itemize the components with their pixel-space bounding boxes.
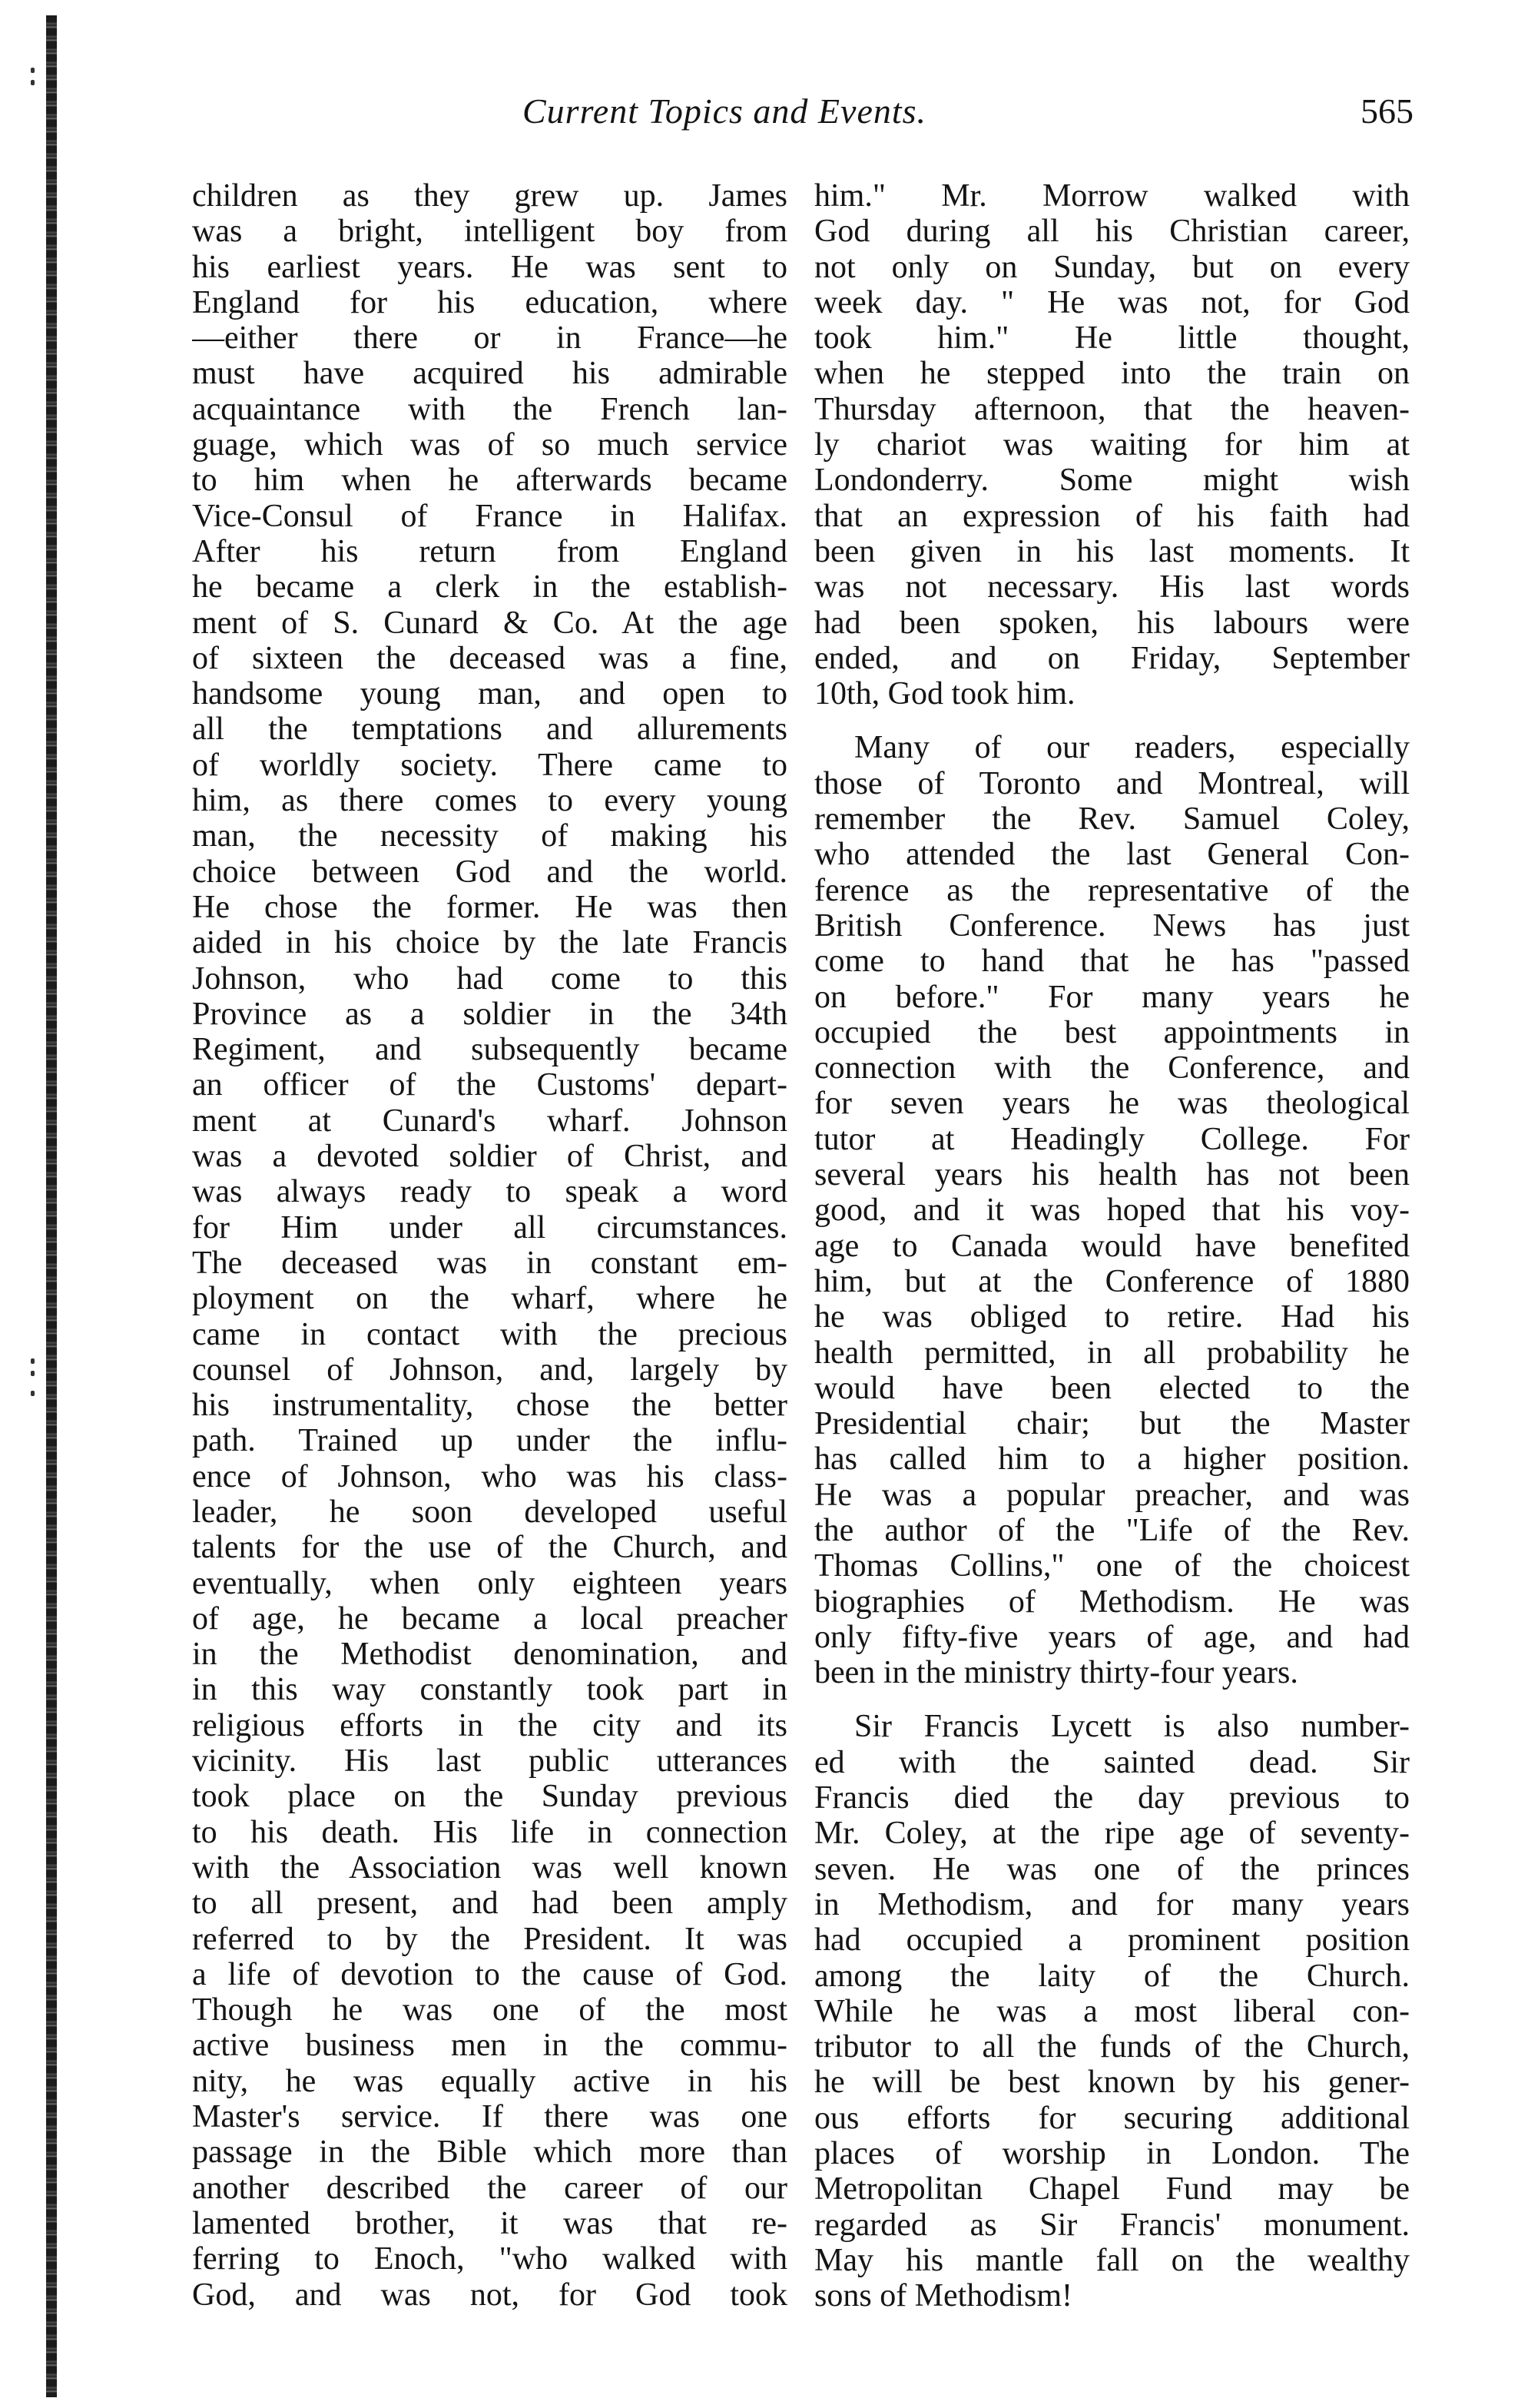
text-line: God during all his Christian career, <box>814 214 1410 250</box>
text-line: would have been elected to the <box>814 1370 1410 1406</box>
text-line: remember the Rev. Samuel Coley, <box>814 801 1410 837</box>
paragraph-gap <box>814 711 1410 730</box>
paragraph-gap <box>814 1690 1410 1709</box>
text-line: He was a popular preacher, and was <box>814 1477 1410 1513</box>
text-line: him, but at the Conference of 1880 <box>814 1263 1410 1299</box>
text-line: Though he was one of the most <box>192 1992 787 2028</box>
text-line: took him." He little thought, <box>814 320 1410 357</box>
text-line: aided in his choice by the late Francis <box>192 925 787 961</box>
text-line: ment of S. Cunard & Co. At the age <box>192 605 787 641</box>
text-line: those of Toronto and Montreal, will <box>814 765 1410 801</box>
text-line: referred to by the President. It was <box>192 1921 787 1957</box>
text-line: biographies of Methodism. He was <box>814 1584 1410 1620</box>
text-line: who attended the last General Con- <box>814 837 1410 873</box>
text-line: Sir Francis Lycett is also number- <box>854 1709 1410 1745</box>
text-line: ment at Cunard's wharf. Johnson <box>192 1103 787 1139</box>
text-line: for Him under all circumstances. <box>192 1209 787 1245</box>
text-line: Londonderry. Some might wish <box>814 463 1410 499</box>
text-line: talents for the use of the Church, and <box>192 1530 787 1566</box>
text-line: ference as the representative of the <box>814 872 1410 908</box>
text-line: was a bright, intelligent boy from <box>192 214 787 250</box>
page-header <box>192 91 1414 137</box>
text-line: he will be best known by his gener- <box>814 2065 1410 2101</box>
text-line: Francis died the day previous to <box>814 1780 1410 1816</box>
text-line: on before." For many years he <box>814 979 1410 1015</box>
text-line: eventually, when only eighteen years <box>192 1565 787 1601</box>
text-line: choice between God and the world. <box>192 854 787 890</box>
text-line: path. Trained up under the influ- <box>192 1423 787 1459</box>
text-line: connection with the Conference, and <box>814 1050 1410 1086</box>
text-line: when he stepped into the train on <box>814 356 1410 392</box>
text-line: tutor at Headingly College. For <box>814 1121 1410 1157</box>
text-line: places of worship in London. The <box>814 2136 1410 2172</box>
text-line: only fifty-five years of age, and had <box>814 1619 1410 1655</box>
text-line: 10th, God took him. <box>814 676 1076 712</box>
text-line: to his death. His life in connection <box>192 1814 787 1850</box>
text-line: was a devoted soldier of Christ, and <box>192 1139 787 1175</box>
text-line: health permitted, in all probability he <box>814 1335 1410 1371</box>
margin-speck <box>31 1391 35 1396</box>
text-line: handsome young man, and open to <box>192 676 787 712</box>
text-line: Many of our readers, especially <box>854 730 1410 766</box>
text-line: a life of devotion to the cause of God. <box>192 1956 787 1992</box>
text-line: After his return from England <box>192 533 787 569</box>
text-line: leader, he soon developed useful <box>192 1494 787 1530</box>
text-line: ly chariot was waiting for him at <box>814 427 1410 463</box>
text-line: his instrumentality, chose the better <box>192 1388 787 1424</box>
text-line: Presidential chair; but the Master <box>814 1406 1410 1442</box>
text-line: to all present, and had been amply <box>192 1886 787 1922</box>
text-line: England for his education, where <box>192 284 787 320</box>
running-title: Current Topics and Events. <box>522 91 927 131</box>
left-column <box>192 178 787 2313</box>
text-line: occupied the best appointments in <box>814 1014 1410 1050</box>
text-line: with the Association was well known <box>192 1849 787 1886</box>
text-line: While he was a most liberal con- <box>814 1993 1410 2029</box>
text-line: Johnson, who had come to this <box>192 960 787 997</box>
text-line: Vice-Consul of France in Halifax. <box>192 498 787 534</box>
text-line: him, as there comes to every young <box>192 783 787 819</box>
text-line: tributor to all the funds of the Church, <box>814 2029 1410 2065</box>
text-line: another described the career of our <box>192 2170 787 2206</box>
text-line: children as they grew up. James <box>192 178 787 214</box>
text-line: must have acquired his admirable <box>192 356 787 392</box>
text-line: ous efforts for securing additional <box>814 2100 1410 2136</box>
text-line: lamented brother, it was that re- <box>192 2205 787 2241</box>
text-line: ended, and on Friday, September <box>814 640 1410 676</box>
text-line: man, the necessity of making his <box>192 818 787 854</box>
text-line: Province as a soldier in the 34th <box>192 996 787 1032</box>
text-line: been in the ministry thirty-four years. <box>814 1655 1298 1691</box>
text-line: an officer of the Customs' depart- <box>192 1067 787 1103</box>
text-line: in Methodism, and for many years <box>814 1886 1410 1922</box>
text-line: Thomas Collins," one of the choicest <box>814 1548 1410 1584</box>
text-line: been given in his last moments. It <box>814 533 1410 569</box>
text-line: he became a clerk in the establish- <box>192 569 787 605</box>
text-line: his earliest years. He was sent to <box>192 249 787 285</box>
text-line: regarded as Sir Francis' monument. <box>814 2207 1410 2243</box>
text-line: vicinity. His last public utterances <box>192 1743 787 1779</box>
text-line: active business men in the commu- <box>192 2028 787 2064</box>
text-line: Mr. Coley, at the ripe age of seventy- <box>814 1816 1410 1852</box>
text-line: May his mantle fall on the wealthy <box>814 2242 1410 2278</box>
text-line: Master's service. If there was one <box>192 2099 787 2135</box>
text-line: all the temptations and allurements <box>192 711 787 748</box>
text-line: ployment on the wharf, where he <box>192 1281 787 1317</box>
text-line: came in contact with the precious <box>192 1316 787 1352</box>
text-line: among the laity of the Church. <box>814 1958 1410 1994</box>
text-line: him." Mr. Morrow walked with <box>814 178 1410 214</box>
text-line: in this way constantly took part in <box>192 1672 787 1708</box>
text-line: ed with the sainted dead. Sir <box>814 1744 1410 1780</box>
text-line: ence of Johnson, who was his class- <box>192 1458 787 1494</box>
margin-speck <box>31 1358 35 1364</box>
text-line: religious efforts in the city and its <box>192 1707 787 1743</box>
text-line: was not necessary. His last words <box>814 569 1410 605</box>
text-line: come to hand that he has "passed <box>814 944 1410 980</box>
text-line: had been spoken, his labours were <box>814 605 1410 641</box>
text-line: ferring to Enoch, "who walked with <box>192 2241 787 2277</box>
text-line: nity, he was equally active in his <box>192 2063 787 2099</box>
text-line: of age, he became a local preacher <box>192 1600 787 1637</box>
text-line: had occupied a prominent position <box>814 1922 1410 1959</box>
text-line: good, and it was hoped that his voy- <box>814 1192 1410 1229</box>
text-line: that an expression of his faith had <box>814 498 1410 534</box>
text-line: to him when he afterwards became <box>192 463 787 499</box>
text-line: was always ready to speak a word <box>192 1174 787 1210</box>
text-line: passage in the Bible which more than <box>192 2134 787 2171</box>
text-line: He chose the former. He was then <box>192 889 787 925</box>
text-line: guage, which was of so much service <box>192 427 787 463</box>
text-line: for seven years he was theological <box>814 1086 1410 1122</box>
text-line: acquaintance with the French lan- <box>192 391 787 427</box>
text-line: sons of Methodism! <box>814 2278 1072 2314</box>
page-binding-edge <box>46 15 57 2397</box>
text-line: Metropolitan Chapel Fund may be <box>814 2171 1410 2207</box>
text-line: the author of the "Life of the Rev. <box>814 1512 1410 1548</box>
text-line: British Conference. News has just <box>814 907 1410 944</box>
text-line: seven. He was one of the princes <box>814 1851 1410 1887</box>
right-column <box>814 178 1410 2314</box>
text-line: not only on Sunday, but on every <box>814 249 1410 285</box>
text-line: God, and was not, for God took <box>192 2277 787 2313</box>
text-line: age to Canada would have benefited <box>814 1228 1410 1264</box>
text-line: Thursday afternoon, that the heaven- <box>814 391 1410 427</box>
margin-speck <box>31 80 35 85</box>
text-line: he was obliged to retire. Had his <box>814 1299 1410 1335</box>
margin-speck <box>31 1371 35 1376</box>
text-line: counsel of Johnson, and, largely by <box>192 1352 787 1388</box>
text-line: in the Methodist denomination, and <box>192 1637 787 1673</box>
text-line: has called him to a higher position. <box>814 1441 1410 1478</box>
text-line: took place on the Sunday previous <box>192 1779 787 1815</box>
text-line: week day. " He was not, for God <box>814 284 1410 320</box>
text-line: of worldly society. There came to <box>192 747 787 783</box>
page-number: 565 <box>1361 91 1414 131</box>
text-line: of sixteen the deceased was a fine, <box>192 640 787 676</box>
text-line: several years his health has not been <box>814 1157 1410 1193</box>
text-line: Regiment, and subsequently became <box>192 1032 787 1068</box>
text-line: —either there or in France—he <box>192 320 787 357</box>
text-line: The deceased was in constant em- <box>192 1245 787 1281</box>
margin-speck <box>31 68 35 73</box>
